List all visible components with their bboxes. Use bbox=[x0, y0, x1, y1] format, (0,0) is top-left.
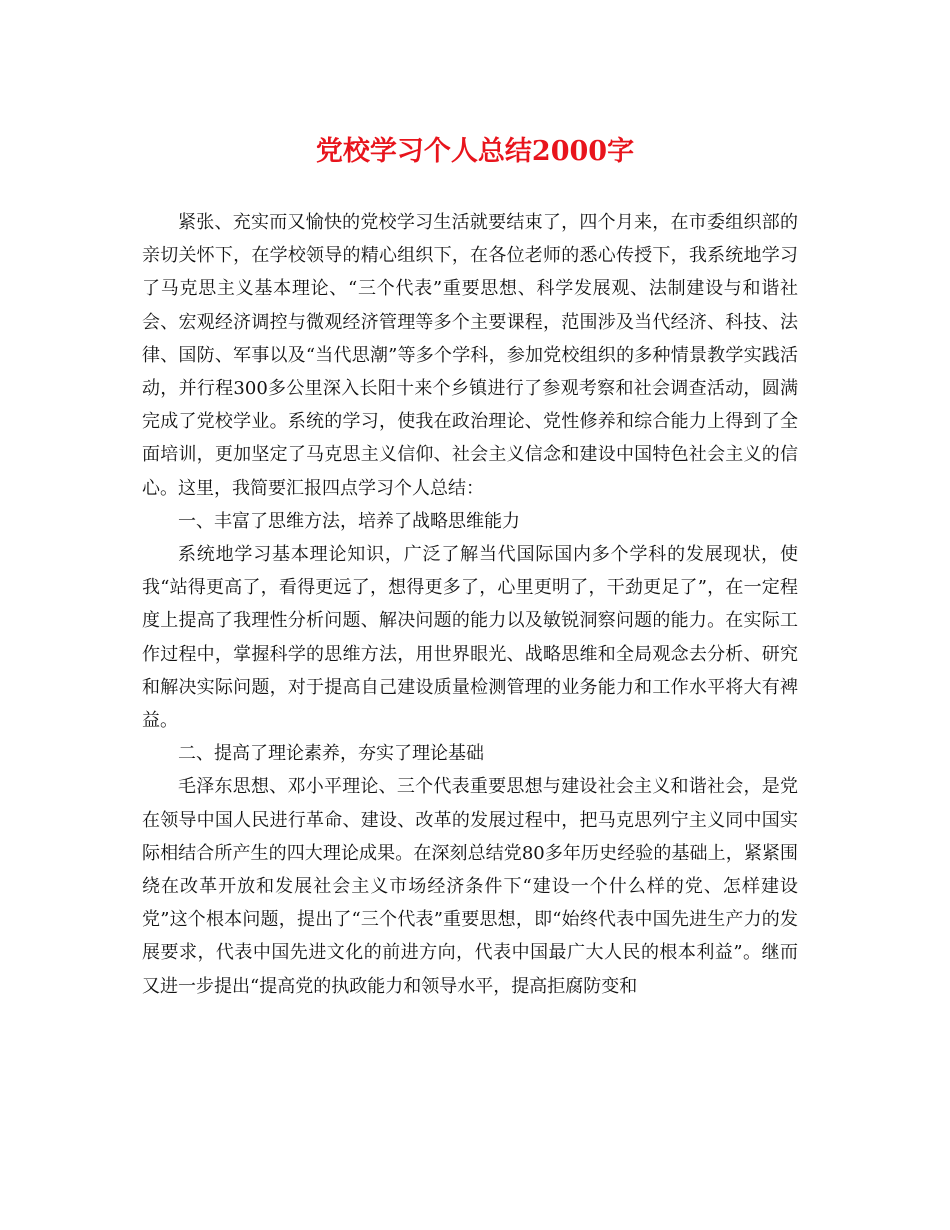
paragraph-section-1: 系统地学习基本理论知识，广泛了解当代国际国内多个学科的发展现状，使我“站得更高了，看得更远了，想得更多了，心里更明了，干劲更足了”，在一定程度上提高了我理性分析问题、解决问题的能力以及敏锐洞察问题的能力。在实际工作过程中，掌握科学的思维方法，用世界眼光、战略思维和全局观念去分析、研究和解决实际问题，对于提高自己建设质量检测管理的业务能力和工作水平将大有裨益。 bbox=[142, 544, 798, 732]
paragraph-section-2: 毛泽东思想、邓小平理论、三个代表重要思想与建设社会主义和谐社会，是党在领导中国人民进行革命、建设、改革的发展过程中，把马克思列宁主义同中国实际相结合所产生的四大理论成果。在深刻总结党80多年历史经验的基础上，紧紧围绕在改革开放和发展社会主义市场经济条件下“建设一个什么样的党、怎样建设党”这个根本问题，提出了“三个代表”重要思想，即“始终代表中国先进生产力的发展要求，代表中国先进文化的前进方向，代表中国最广大人民的根本利益”。继而又进一步提出“提高党的执政能力和领导水平，提高拒腐防变和 bbox=[142, 776, 798, 997]
section-heading-1: 一、丰富了思维方法，培养了战略思维能力 bbox=[178, 510, 520, 532]
document-body bbox=[142, 206, 798, 1003]
section-heading-2: 二、提高了理论素养，夯实了理论基础 bbox=[178, 743, 484, 765]
paragraph-intro: 紧张、充实而又愉快的党校学习生活就要结束了，四个月来，在市委组织部的亲切关怀下，在学校领导的精心组织下，在各位老师的悉心传授下，我系统地学习了马克思主义基本理论、“三个代表”重要思想、科学发展观、法制建设与和谐社会、宏观经济调控与微观经济管理等多个主要课程，范围涉及当代经济、科技、法律、国防、军事以及“当代思潮”等多个学科，参加党校组织的多种情景教学实践活动，并行程300多公里深入长阳十来个乡镇进行了参观考察和社会调查活动，圆满完成了党校学业。系统的学习，使我在政治理论、党性修养和综合能力上得到了全面培训，更加坚定了马克思主义信仰、社会主义信念和建设中国特色社会主义的信心。这里，我简要汇报四点学习个人总结： bbox=[142, 212, 798, 499]
document-title: 党校学习个人总结2000字 bbox=[315, 136, 635, 167]
